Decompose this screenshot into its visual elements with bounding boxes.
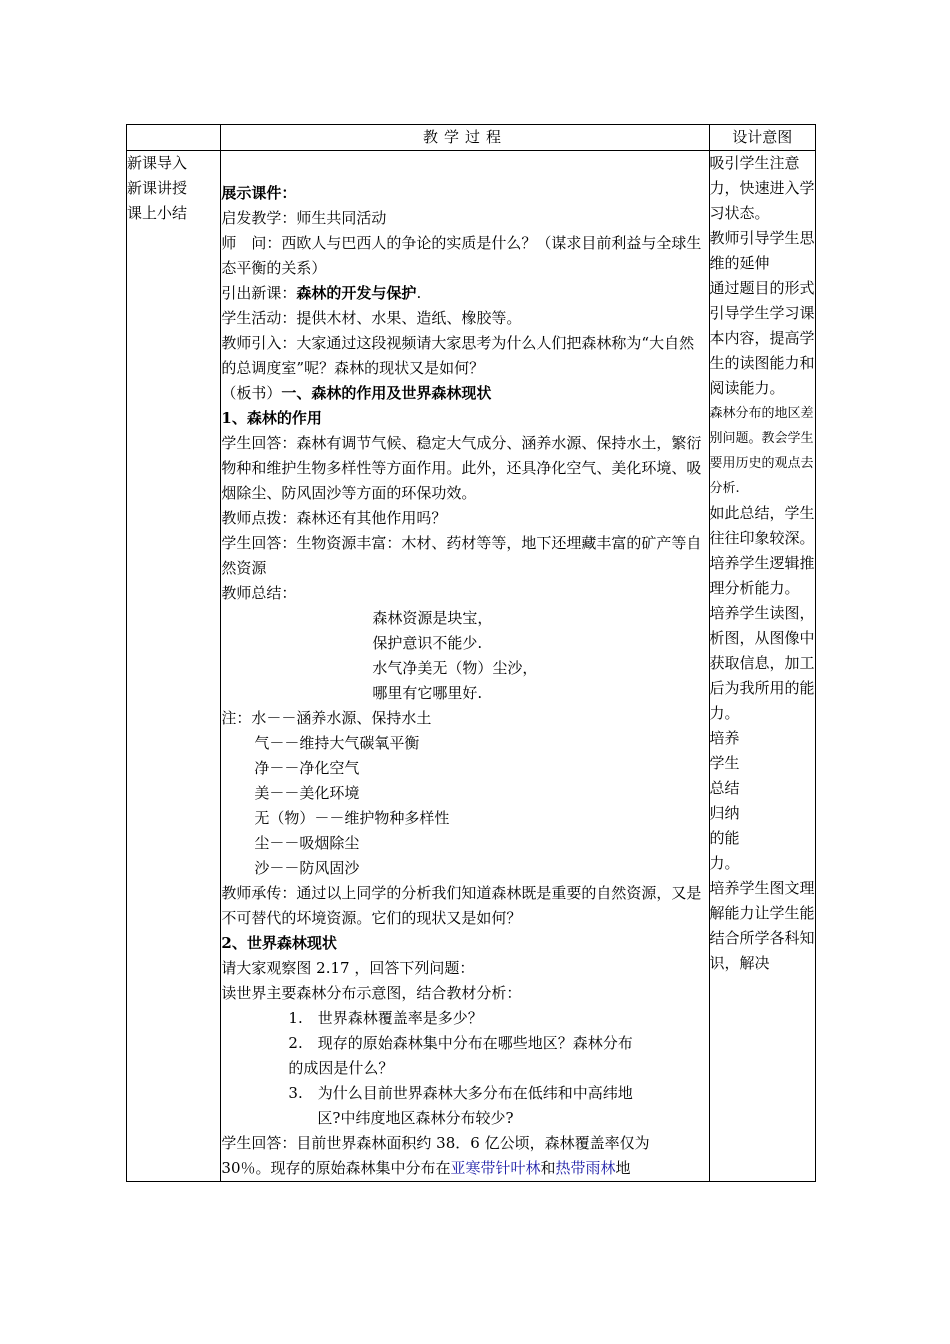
process-line: 学生回答：生物资源丰富：木材、药材等等，地下还埋藏丰富的矿产等自然资源	[221, 534, 702, 577]
header-process-cell: 教学过程	[221, 125, 709, 151]
intent-text: 吸引学生注意力，快速进入学习状态。	[709, 154, 815, 222]
lesson-plan-table	[126, 124, 816, 1182]
process-cell	[221, 151, 709, 1182]
note-line: 尘－－吸烟除尘	[254, 834, 360, 852]
new-lesson-title: 森林的开发与保护	[296, 284, 417, 302]
intent-text: 森林分布的地区差别问题。教会学生要用历史的观点去分析.	[709, 406, 814, 496]
intent-text: 的能	[709, 829, 740, 847]
note-line: 净－－净化空气	[254, 759, 360, 777]
note-line: 美－－美化环境	[254, 784, 360, 802]
question-item: 1. 世界森林覆盖率是多少？	[288, 1009, 483, 1027]
subsection-heading: 2、世界森林现状	[221, 934, 337, 952]
intent-text: 学生	[709, 754, 740, 772]
intent-text: 总结	[709, 779, 740, 797]
process-line: 启发教学：师生共同活动	[221, 209, 387, 227]
intent-text: 培养	[709, 729, 740, 747]
subsection-heading: 1、森林的作用	[221, 409, 322, 427]
process-line: 教师引入：大家通过这段视频请大家思考为什么人们把森林称为“大自然的总调度室”呢？森林的现状又是如何？	[221, 334, 695, 377]
term-subarctic-coniferous: 亚寒带针叶林	[450, 1159, 541, 1177]
poem-line: 水气净美无（物）尘沙，	[372, 659, 538, 677]
intent-text: 培养学生逻辑推理分析能力。	[709, 554, 815, 597]
intent-cell	[709, 151, 815, 1182]
poem-line: 哪里有它哪里好.	[372, 684, 483, 702]
stage-label: 课上小结	[127, 204, 188, 222]
process-line: 教师点拨：森林还有其他作用吗？	[221, 509, 447, 527]
term-tropical-rainforest: 热带雨林	[555, 1159, 616, 1177]
note-line: 注：水－－涵养水源、保持水土	[221, 709, 432, 727]
intent-text: 教师引导学生思维的延伸	[709, 229, 815, 272]
note-line: 气－－维持大气碳氧平衡	[254, 734, 420, 752]
lesson-table-wrapper	[126, 124, 816, 1220]
header-stage-cell	[127, 125, 221, 151]
section-heading: 一、森林的作用及世界森林现状	[281, 384, 492, 402]
poem-line: 保护意识不能少.	[372, 634, 483, 652]
stage-cell	[127, 151, 221, 1182]
note-line: 无（物）－－维护物种多样性	[254, 809, 450, 827]
process-line: 师 问：西欧人与巴西人的争论的实质是什么？（谋求目前利益与全球生态平衡的关系）	[221, 234, 702, 277]
stage-label: 新课讲授	[127, 179, 188, 197]
process-line: 学生回答：森林有调节气候、稳定大气成分、涵养水源、保持水土，繁衍物种和维护生物多样性等方面作用。此外，还具净化空气、美化环境、吸烟除尘、防风固沙等方面的环保功效。	[221, 434, 702, 502]
intent-text: 如此总结，学生往往印象较深。	[709, 504, 815, 547]
intent-text: 归纳	[709, 804, 740, 822]
process-line: 引出新课：森林的开发与保护.	[221, 284, 422, 302]
process-line: 教师总结：	[221, 584, 297, 602]
process-line: 读世界主要森林分布示意图，结合教材分析：	[221, 984, 522, 1002]
question-item: 3. 为什么目前世界森林大多分布在低纬和中高纬地	[288, 1084, 633, 1102]
header-intent-cell: 设计意图	[709, 125, 815, 151]
question-item: 的成因是什么？	[288, 1059, 394, 1077]
intent-text: 通过题目的形式引导学生学习课本内容，提高学生的读图能力和阅读能力。	[709, 279, 815, 397]
process-line: 教师承传：通过以上同学的分析我们知道森林既是重要的自然资源，又是不可替代的坏境资源。它们的现状又是如何？	[221, 884, 702, 927]
poem-line: 森林资源是块宝，	[372, 609, 493, 627]
table-body-row	[127, 151, 816, 1182]
intent-text: 力。	[709, 854, 740, 872]
process-line: 请大家观察图 2.17 ，回答下列问题：	[221, 959, 475, 977]
table-header-row	[127, 125, 816, 151]
note-line: 沙－－防风固沙	[254, 859, 360, 877]
intent-text: 培养学生读图，析图，从图像中获取信息，加工后为我所用的能力。	[709, 604, 815, 722]
question-item: 区?中纬度地区森林分布较少?	[317, 1109, 514, 1127]
process-line: 30％。现存的原始森林集中分布在亚寒带针叶林和热带雨林地	[221, 1159, 631, 1177]
process-line: （板书）一、森林的作用及世界森林现状	[221, 384, 492, 402]
intent-text: 培养学生图文理解能力让学生能结合所学各科知识，解决	[709, 879, 815, 972]
process-line: 学生活动：提供木材、水果、造纸、橡胶等。	[221, 309, 522, 327]
question-item: 2. 现存的原始森林集中分布在哪些地区？森林分布	[288, 1034, 633, 1052]
stage-label: 新课导入	[127, 154, 188, 172]
process-line: 学生回答：目前世界森林面积约 38．6 亿公顷，森林覆盖率仅为	[221, 1134, 650, 1152]
process-line: 展示课件：	[221, 184, 297, 202]
